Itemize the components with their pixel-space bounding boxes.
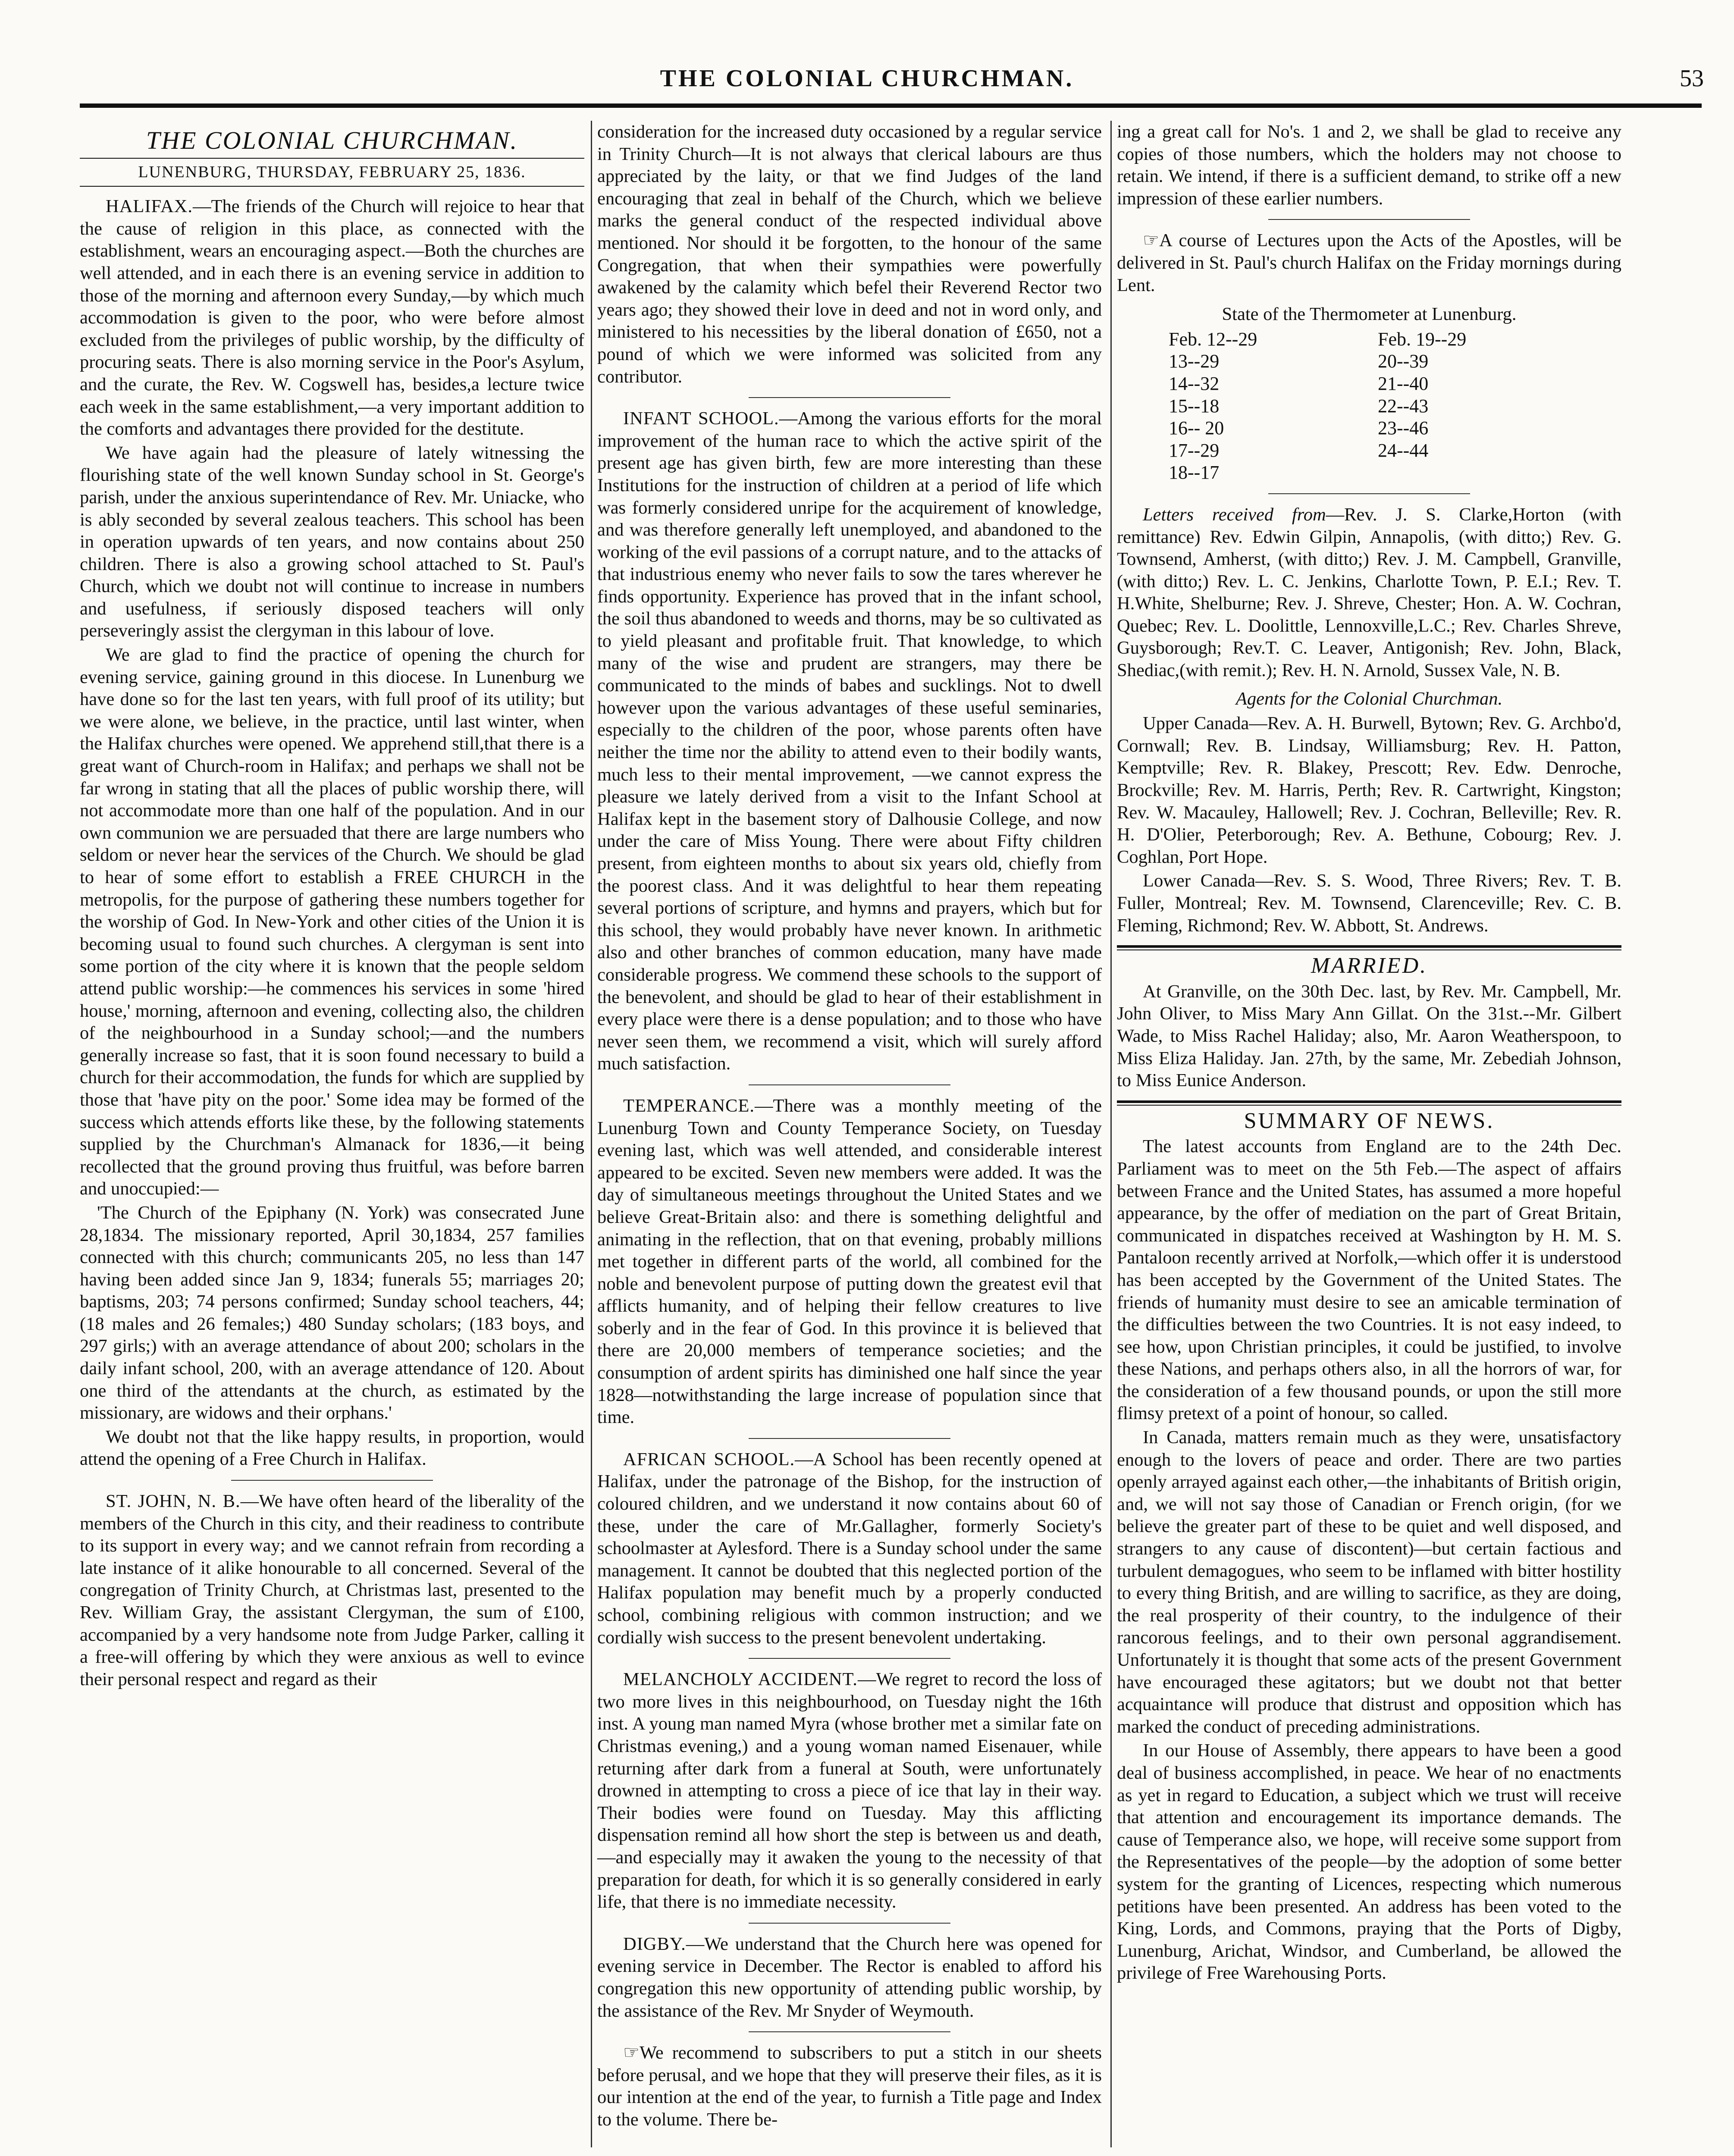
summary-paragraph: In our House of Assembly, there appears to have been a good deal of business accomplished, in peace. We hear of no enactments as yet in regard to Education, a subject which we trust will receive that attention and encouragement its importance demands. The cause of Temperance also, we hope, will receive some support from the Representatives of the people—by the adoption of some better system for the granting of Licences, respecting which numerous petitions have been presented. An address has been voted to the King, Lords, and Commons, praying that the Ports of Digby, Lunenburg, Arichat, Windsor, and Cumberland, be allowed the privilege of Free Warehousing Ports.	[1117, 1740, 1621, 1984]
double-rule	[1117, 1100, 1621, 1106]
article-sunday-school: We have again had the pleasure of lately witnessing the flourishing state of the well known Sunday school in St. George's parish, under the anxious superintendance of Rev. Mr. Uniacke, who is ably seconded by several zealous teachers. This school has been in operation upwards of ten years, and now contains about 250 children. There is also a growing school attached to St. Paul's Church, which we doubt not will continue to increase in numbers and usefulness, if seriously disposed teachers will only perseveringly assist the clergyman in this labour of love.	[80, 442, 584, 641]
agents-title: Agents for the Colonial Churchman.	[1235, 688, 1503, 709]
stitch-notice-continued: ing a great call for No's. 1 and 2, we shall be glad to receive any copies of those numbers, which the holders may not choose to retain. We intend, if there is a sufficient demand, to strike off a new impression of these earlier numbers.	[1117, 122, 1621, 209]
summary-paragraph: In Canada, matters remain much as they were, unsatisfactory enough to the lovers of peace and order. There are two parties openly arrayed against each other,—the inhabitants of British origin, and, we will not say those of Canadian or French origin, (for we believe the greater part of these to be quiet and well disposed, and strangers to any cause of discontent)—but certain factious and turbulent demagogues, who seem to be inflamed with bitter hostility to every thing British, and are willing to sacrifice, as they are doing, the real prosperity of their country, to the indulgence of their rancorous feelings, and to their own personal aggrandisement. Unfortunately it is thought that some acts of the present Government have encouraged these agitators; but we doubt not that better acquaintance will produce that distrust and opposition which has marked the conduct of preceding administrations.	[1117, 1427, 1621, 1737]
masthead-title: THE COLONIAL CHURCHMAN.	[146, 126, 518, 154]
header-rule	[80, 103, 1702, 108]
thermometer-reading: Feb. 12--29	[1169, 328, 1257, 350]
article-body: —The friends of the Church will rejoice to hear that the cause of religion in this place, as connected with the establishment, wears an encouraging aspect.—Both the churches are well attended, and in each there is an evening service in addition to those of the morning and afternoon every Sunday,—by which much accommodation is given to the poor, who were before almost excluded from the privileges of public worship, by the difficulty of procuring seats. There is also morning service in the Poor's Asylum, and the curate, the Rev. W. Cogswell has, besides,a lecture twice each week in the same establishment,—a very important addition to the comforts and advantages there provided for the destitute.	[80, 196, 584, 439]
dateline: LUNENBURG, THURSDAY, FEBRUARY 25, 1836.	[80, 158, 584, 187]
article-temperance	[597, 1095, 1102, 1429]
column-divider	[591, 121, 592, 2147]
article-lead: DIGBY.	[623, 1934, 686, 1954]
epiphany-quote: 'The Church of the Epiphany (N. York) was consecrated June 28,1834. The missionary reported, April 30,1834, 257 families connected with this church; communicants 205, no less than 147 having been added since Jan 9, 1834; funerals 55; marriages 20; baptisms, 203; 74 persons confirmed; Sunday school teachers, 44; (18 males and 26 females;) 480 Sunday scholars; (183 boys, and 297 girls;) with an average attendance of about 200; scholars in the daily infant school, 200, with an average attendance of 120. About one third of the attendants at the church, as estimated by the missionary, are widows and their orphans.'	[80, 1202, 584, 1423]
married-notice: At Granville, on the 30th Dec. last, by Rev. Mr. Campbell, Mr. John Oliver, to Miss Mary Ann Gillat. On the 31st.--Mr. Gilbert Wade, to Miss Rachel Haliday; also, Mr. Aaron Weatherspoon, to Miss Eliza Haliday. Jan. 27th, by the same, Mr. Zebediah Johnson, to Miss Eunice Anderson.	[1117, 981, 1621, 1091]
article-st-john-continued: consideration for the increased duty occasioned by a regular service in Trinity Church—It is not always that clerical labours are thus appreciated by the laity, or that we find Judges of the land encouraging that zeal in behalf of the Church, which we believe marks the general conduct of the respected individual above mentioned. Nor should it be forgotten, to the honour of the same Congregation, that when their sympathies were powerfully awakened by the calamity which befel their Reverend Rector two years ago; they showed their love in deed and not in word only, and ministered to his necessities by the liberal donation of £650, not a pound of which we were informed was solicited from any contributor.	[597, 122, 1102, 387]
thermometer-reading: Feb. 19--29	[1378, 328, 1467, 350]
article-accident	[597, 1668, 1102, 1913]
thermometer-reading: 22--43	[1378, 395, 1429, 417]
article-lead: MELANCHOLY ACCIDENT.	[623, 1669, 858, 1690]
article-st-john	[80, 1490, 584, 1690]
article-lead: HALIFAX.	[106, 196, 193, 217]
section-rule	[749, 1923, 950, 1924]
article-lead: AFRICAN SCHOOL.	[623, 1449, 795, 1470]
section-rule	[1268, 493, 1470, 494]
section-rule	[749, 1438, 950, 1439]
agents-upper-canada: Upper Canada—Rev. A. H. Burwell, Bytown; Rev. G. Archbo'd, Cornwall; Rev. B. Lindsay, Williamsburg; Rev. H. Patton, Kemptville; Rev. R. Blakey, Prescott; Rev. Edw. Denroche, Brockville; Rev. M. Harris, Perth; Rev. R. Cartwright, Kingston; Rev. W. Macauley, Hallowell; Rev. J. Cochran, Belleville; Rev. R. H. D'Olier, Peterborough; Rev. A. Bethune, Cobourg; Rev. J. Coghlan, Port Hope.	[1117, 713, 1621, 867]
article-body: —Among the various efforts for the moral improvement of the human race to which the active spirit of the present age has given birth, few are more interesting than these Institutions for the instruction of children at a period of life which was formerly considered unripe for the acquirement of knowledge, and was therefore generally left unemployed, and abandoned to the working of the evil passions of a corrupt nature, and to the attacks of that industrious enemy who never fails to sow the tares wherever he finds opportunity. Experience has proved that in the infant school, the soil thus abandoned to weeds and thorns, may be so cultivated as to yield pleasant and profitable fruit. That knowledge, to which many of the wise and prudent are strangers, may there be communicated to the minds of babes and sucklings. Not to dwell however upon the various advantages of these useful seminaries, especially to the children of the poor, whose parents often have neither the time nor the ability to attend even to their bodily wants, much less to their mental improvement, —we cannot express the pleasure we lately derived from a visit to the Infant School at Halifax kept in the basement story of Dalhousie College, and now under the care of Miss Young. There were about Fifty children present, from eighteen months to about six years old, chiefly from the poorest class. And it was delightful to hear them repeating several portions of scripture, and hymns and prayers, which but for this school, they would probably have never known. In arithmetic also and other branches of common education, many have made considerable progress. We commend these schools to the support of the benevolent, and should be glad to hear of their establishment in every place were there is a dense population; and to those who have never seen them, we recommend a visit, which will surely afford much satisfaction.	[597, 408, 1102, 1074]
thermometer-reading: 18--17	[1169, 462, 1220, 483]
thermometer-column-right	[1378, 328, 1570, 484]
thermometer-table	[1117, 328, 1621, 484]
thermometer-reading: 17--29	[1169, 439, 1220, 461]
stitch-notice: ☞We recommend to subscribers to put a stitch in our sheets before perusal, and we hope that they will preserve their files, as it is our intention at the end of the year, to furnish a Title page and Index to the volume. There be-	[597, 2043, 1102, 2130]
section-rule	[749, 2031, 950, 2032]
article-digby	[597, 1933, 1102, 2022]
thermometer-column-left	[1169, 328, 1361, 484]
page-number: 53	[1680, 65, 1704, 92]
article-body: —We understand that the Church here was opened for evening service in December. The Rector is enabled to afford his congregation this new opportunity of attending public worship, by the assistance of the Rev. Mr Snyder of Weymouth.	[597, 1934, 1102, 2021]
thermometer-reading: 15--18	[1169, 395, 1220, 417]
section-rule	[749, 1084, 950, 1085]
thermometer-reading: 14--32	[1169, 373, 1220, 394]
agents-lower-canada: Lower Canada—Rev. S. S. Wood, Three Rivers; Rev. T. B. Fuller, Montreal; Rev. M. Townsend, Clarenceville; Rev. C. B. Fleming, Richmond; Rev. W. Abbott, St. Andrews.	[1117, 871, 1621, 936]
section-rule	[749, 397, 950, 398]
thermometer-reading: 16-- 20	[1169, 417, 1224, 439]
thermometer-reading: 24--44	[1378, 439, 1429, 461]
free-church-close: We doubt not that the like happy results, in proportion, would attend the opening of a Free Church in Halifax.	[80, 1426, 584, 1470]
letters-received	[1117, 504, 1621, 682]
summary-title: SUMMARY OF NEWS.	[1244, 1108, 1495, 1133]
column-1	[80, 121, 584, 1692]
column-divider	[1110, 121, 1112, 2147]
article-lead: INFANT SCHOOL.	[623, 408, 779, 429]
article-body: —A School has been recently opened at Halifax, under the patronage of the Bishop, for the instruction of coloured children, and we understand it now contains about 60 of these, under the care of Mr.Gallagher, formerly Society's schoolmaster at Aylesford. There is a Sunday school under the same management. It cannot be doubted that this neglected portion of the Halifax population may benefit much by a properly conducted school, combining religious with common instruction; and we cordially wish success to the present benevolent undertaking.	[597, 1449, 1102, 1648]
thermometer-reading: 23--46	[1378, 417, 1429, 439]
letters-body: —Rev. J. S. Clarke,Horton (with remittance) Rev. Edwin Gilpin, Annapolis, (with ditto;) Rev. G. Townsend, Amherst, (with ditto;) Rev. J. M. Campbell, Granville, (with ditto;) Rev. L. C. Jenkins, Charlotte Town, P. E.I.; Rev. T. H.White, Shelburne; Rev. J. Shreve, Chester; Hon. A. W. Cochran, Quebec; Rev. L. Doolittle, Lennoxville,L.C.; Rev. Charles Shreve, Guysborough; Rev.T. C. Leaver, Antigonish; Rev. John, Black, Shediac,(with remit.); Rev. H. N. Arnold, Sussex Vale, N. B.	[1117, 504, 1622, 681]
double-rule	[1117, 945, 1621, 950]
lectures-notice: ☞A course of Lectures upon the Acts of the Apostles, will be delivered in St. Paul's church Halifax on the Friday mornings during Lent.	[1117, 230, 1621, 295]
married-title: MARRIED.	[1311, 953, 1428, 978]
letters-lead: Letters received from	[1143, 504, 1326, 525]
article-lead: ST. JOHN, N. B.	[106, 1491, 241, 1512]
article-african-school	[597, 1448, 1102, 1648]
thermometer-reading: 13--29	[1169, 351, 1220, 372]
article-halifax	[80, 195, 584, 440]
running-head: THE COLONIAL CHURCHMAN.	[660, 65, 1074, 92]
article-body: —There was a monthly meeting of the Lunenburg Town and County Temperance Society, on Tuesday evening last, which was well attended, and considerable interest appeared to be excited. Seven new members were added. It was the day of simultaneous meetings throughout the United States and we believe Great-Britain also: and there is something delightful and animating in the reflection, that on that evening, probably millions met together in different parts of the world, all combined for the noble and benevolent purpose of putting down the greatest evil that afflicts humanity, and of helping their fellow creatures to live soberly and in the fear of God. In this province it is believed that there are 20,000 members of temperance societies; and the consumption of ardent spirits has diminished one half since the year 1828—notwithstanding the large increase of population since that time.	[597, 1095, 1102, 1428]
article-body: —We regret to record the loss of two more lives in this neighbourhood, on Tuesday night the 16th inst. A young man named Myra (whose brother met a similar fate on Christmas evening,) and a young woman named Eisenauer, while returning after dark from a funeral at South, were unfortunately drowned in attempting to cross a piece of ice that lay in their way. Their bodies were found on Tuesday. May this afflicting dispensation remind all how short the step is between us and death,—and especially may it awaken the young to the necessity of that preparation for death, for which it is so generally considered in early life, that there is no immediate necessity.	[597, 1669, 1102, 1912]
section-rule	[1268, 219, 1470, 220]
article-lead: TEMPERANCE.	[623, 1095, 755, 1116]
section-rule	[749, 1658, 950, 1659]
thermometer-reading: 20--39	[1378, 351, 1429, 372]
article-body: —We have often heard of the liberality of the members of the Church in this city, and their readiness to contribute to its support in every way; and we cannot refrain from recording a late instance of it alike honourable to all concerned. Several of the congregation of Trinity Church, at Christmas last, presented to the Rev. William Gray, the assistant Clergyman, the sum of £100, accompanied by a very handsome note from Judge Parker, calling it a free-will offering by which they were anxious as well to evince their personal respect and regard as their	[80, 1491, 584, 1689]
column-3	[1117, 121, 1621, 1986]
thermometer-title: State of the Thermometer at Lunenburg.	[1222, 304, 1517, 325]
article-infant-school	[597, 407, 1102, 1075]
thermometer-reading: 21--40	[1378, 373, 1429, 394]
article-evening-service: We are glad to find the practice of opening the church for evening service, gaining ground in this diocese. In Lunenburg we have done so for the last ten years, with full proof of its utility; but we were alone, we believe, in the practice, until last winter, when the Halifax churches were opened. We apprehend still,that there is a great want of Church-room in Halifax; and perhaps we shall not be far wrong in stating that all the places of public worship there, will not accommodate more than one half of the population. And in our own communion we are persuaded that there are large numbers who seldom or never hear the services of the Church. We should be glad to hear of some effort to establish a FREE CHURCH in the metropolis, for the purpose of gathering these numbers together for the worship of God. In New-York and other cities of the Union it is becoming usual to found such churches. A clergyman is sent into some portion of the city where it is known that the people seldom attend public worship:—he commences his services in some 'hired house,' morning, afternoon and evening, collecting also, the children of the neighbourhood in a Sunday school;—and the numbers generally increase so fast, that it is soon found necessary to build a church for their accommodation, the funds for which are supplied by those that 'have pity on the poor.' Some idea may be formed of the success which attends efforts like these, by the following statements supplied by the Churchman's Almanack for 1836,—it being recollected that the ground proving thus fruitful, was before barren and unoccupied:—	[80, 645, 584, 1199]
column-2	[597, 121, 1102, 2132]
section-rule	[231, 1480, 433, 1481]
summary-paragraph: The latest accounts from England are to the 24th Dec. Parliament was to meet on the 5th Feb.—The aspect of affairs between France and the United States, has assumed a more hopeful appearance, by the offer of mediation on the part of Great Britain, communicated in dispatches received at Washington by H. M. S. Pantaloon recently arrived at Norfolk,—which offer it is understood has been accepted by the Government of the United States. The friends of humanity must desire to see an amicable termination of the difficulties between the two Countries. It is not easy indeed, to see how, upon Christian principles, it could be justified, to involve these Nations, and perhaps others also, in all the horrors of war, for the consideration of a few thousand pounds, or upon the still more flimsy pretext of a point of honour, so called.	[1117, 1136, 1621, 1424]
